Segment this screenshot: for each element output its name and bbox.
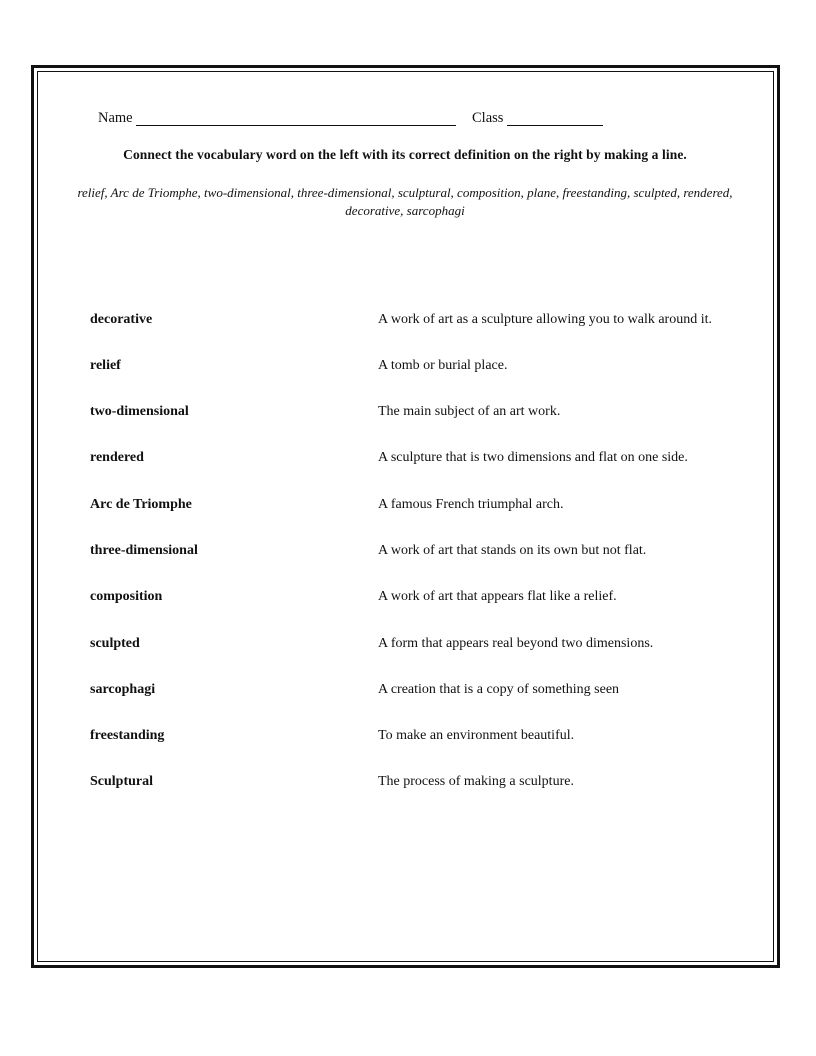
matching-row	[90, 589, 780, 609]
instructions: Connect the vocabulary word on the left with its correct definition on the right by making a line.	[123, 147, 687, 162]
word-bank: relief, Arc de Triomphe, two-dimensional, three-dimensional, sculptural, composition, plane, freestanding, sculpted, rendered, decorative, sarcophagi	[77, 185, 733, 218]
definition: The process of making a sculpture.	[378, 774, 574, 789]
vocab-term: freestanding	[90, 728, 165, 743]
name-label: Name	[98, 110, 133, 126]
definition: A form that appears real beyond two dimensions.	[378, 636, 654, 651]
definition: A tomb or burial place.	[378, 358, 508, 373]
definition: To make an environment beautiful.	[378, 728, 575, 743]
name-blank-line	[136, 125, 456, 126]
vocab-term: Sculptural	[90, 774, 154, 789]
vocab-term: decorative	[90, 312, 153, 327]
matching-row	[90, 358, 780, 378]
definition: A famous French triumphal arch.	[378, 497, 564, 512]
vocab-term: rendered	[90, 450, 144, 465]
matching-row	[90, 450, 780, 470]
definition: A sculpture that is two dimensions and flat on one side.	[378, 450, 688, 465]
definition: The main subject of an art work.	[378, 404, 561, 419]
vocab-term: relief	[90, 358, 121, 373]
vocab-term: three-dimensional	[90, 543, 198, 558]
matching-row	[90, 543, 780, 563]
matching-row	[90, 774, 780, 794]
vocab-term: sarcophagi	[90, 682, 156, 697]
matching-row	[90, 497, 780, 517]
vocab-term: sculpted	[90, 636, 140, 651]
matching-row	[90, 636, 780, 656]
matching-row	[90, 404, 780, 424]
definition: A work of art that stands on its own but not flat.	[378, 543, 647, 558]
matching-row	[90, 312, 780, 332]
definition: A work of art as a sculpture allowing you to walk around it.	[378, 312, 712, 327]
matching-row	[90, 728, 780, 748]
vocab-term: two-dimensional	[90, 404, 189, 419]
vocab-term: composition	[90, 589, 163, 604]
vocab-term: Arc de Triomphe	[90, 497, 192, 512]
class-label: Class	[472, 110, 504, 126]
class-blank-line	[507, 125, 603, 126]
definition: A work of art that appears flat like a relief.	[378, 589, 617, 604]
matching-row	[90, 682, 780, 702]
definition: A creation that is a copy of something seen	[378, 682, 620, 697]
